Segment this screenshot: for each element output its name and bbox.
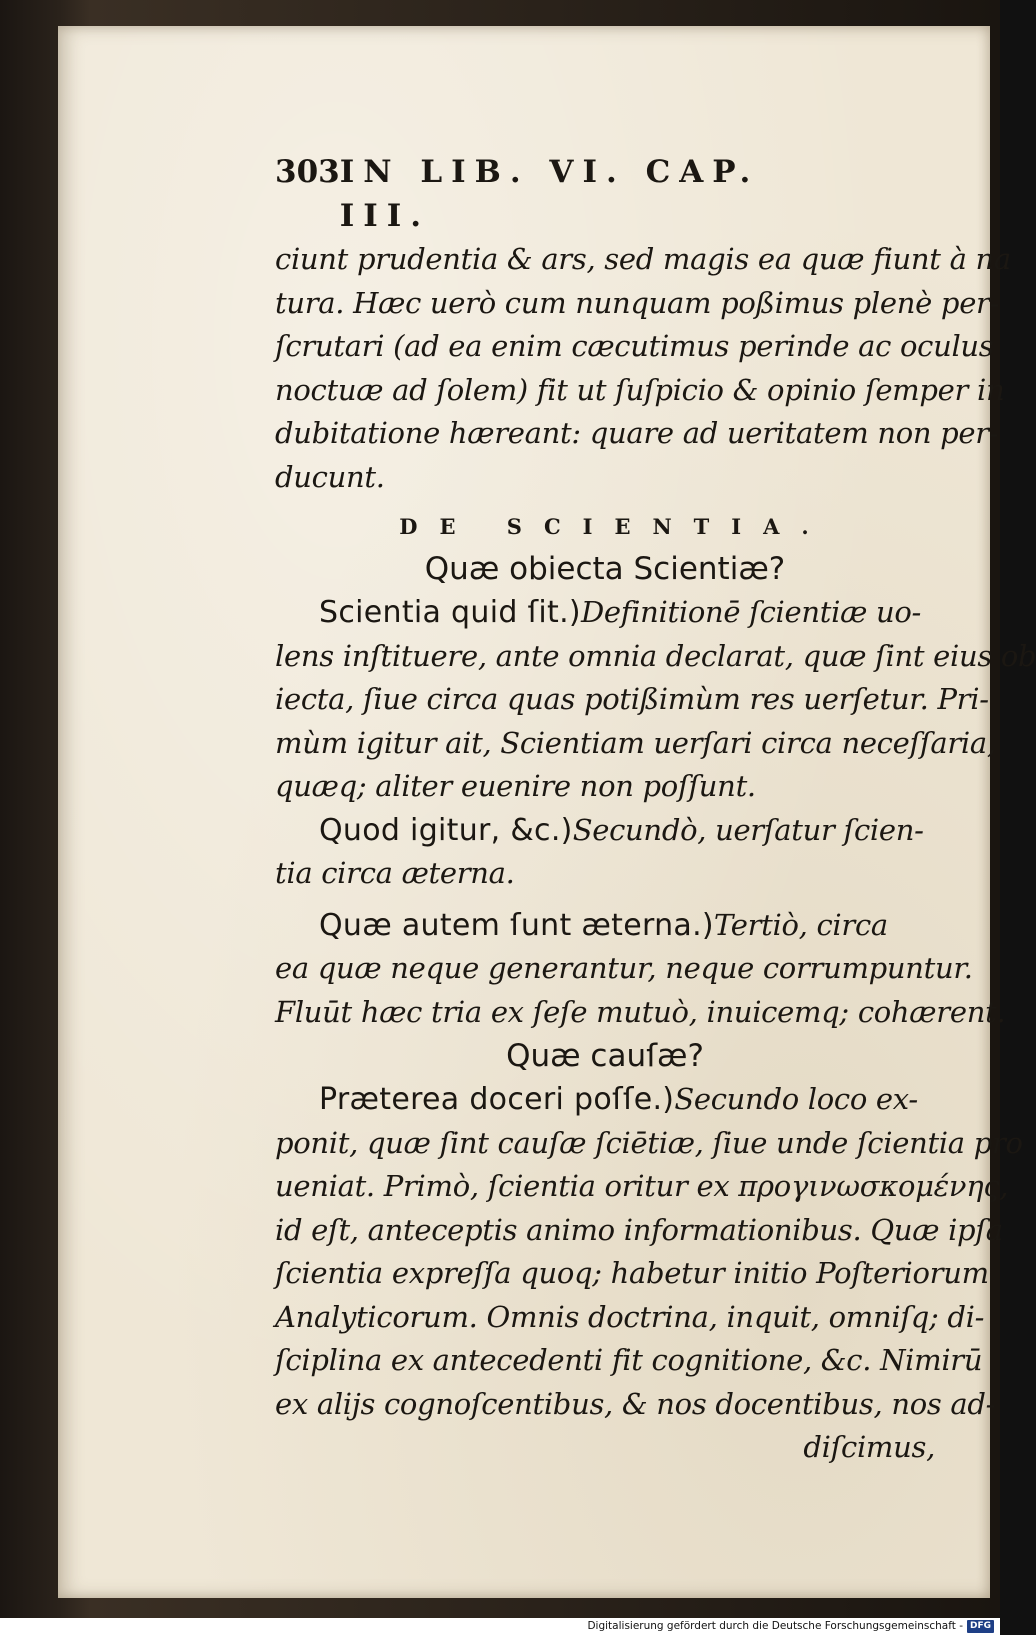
text-line (275, 904, 935, 948)
text-line: ea quæ neque generantur, neque corrumpuntur. (275, 951, 973, 985)
credit-text: Digitalisierung gefördert durch die Deutsche Forschungsgemeinschaft - (587, 1620, 963, 1632)
section-heading: DE SCIENTIA. (399, 514, 831, 539)
text-fragment: Secundò, uerſatur ſcien- (572, 812, 924, 847)
text-line: ciunt prudentia & ars, sed magis ea quæ fiunt à na (275, 242, 1011, 276)
text-fragment: Definitionē ſcientiæ uo- (580, 595, 921, 629)
text-line: lens inſtituere, ante omnia declarat, quæ ſint eius ob (275, 638, 1036, 673)
dfg-logo: DFG (967, 1620, 994, 1633)
text-line: ponit, quæ ſint cauſæ ſciētiæ, ſiue unde ſcientia pro (275, 1125, 1023, 1160)
text-line: ex alijs cognoſcentibus, & nos docentibus, nos ad- (275, 1386, 996, 1421)
lemma: Præterea doceri poſſe.) (319, 1082, 675, 1117)
text-line: id eſt, anteceptis animo informationibus. Quæ ipſa (275, 1212, 1003, 1247)
lemma: Quod igitur, &c.) (319, 812, 573, 848)
text-line: Analyticorum. Omnis doctrina, inquit, omniſq; di- (275, 1299, 985, 1334)
lemma: Scientia quid ſit.) (319, 595, 581, 630)
text-line: ſciplina ex antecedenti fit cognitione, &c. Nimirū (275, 1343, 983, 1377)
text-line (275, 1078, 935, 1122)
paragraph-3 (275, 809, 935, 896)
running-title: IN LIB. VI. CAP. III. (339, 154, 760, 234)
text-line: quæq; aliter euenire non poſſunt. (275, 769, 756, 803)
text-line: tura. Hæc uerò cum nunquam poßimus plenè per- (275, 285, 1000, 320)
page-number: 303 (275, 154, 340, 190)
lemma: Quæ autem ſunt æterna.) (319, 907, 714, 943)
text-line: ueniat. Primò, ſcientia oritur ex προγινωσκομένης, (275, 1169, 1009, 1203)
text-fragment: Secundo loco ex- (674, 1082, 918, 1116)
page-text (275, 150, 1036, 1470)
text-line (275, 591, 935, 635)
text-line: dubitatione hæreant: quare ad ueritatem non per- (275, 416, 999, 450)
text-line: noctuæ ad ſolem) fit ut ſuſpicio & opinio ſemper in (275, 372, 1005, 407)
paragraph-4 (275, 904, 1006, 1035)
text-line: ducunt. (275, 459, 385, 494)
text-line: iecta, ſiue circa quas potißimùm res uerſetur. Pri- (275, 682, 989, 716)
text-line (275, 809, 935, 853)
question-heading-2: Quæ cauſæ? (506, 1038, 704, 1074)
question-heading-1: Quæ obiecta Scientiæ? (424, 551, 786, 587)
text-line: Fluūt hæc tria ex ſeſe mutuò, inuicemq; cohærent. (275, 994, 1006, 1029)
text-line: ſcrutari (ad ea enim cæcutimus perinde ac oculus (275, 329, 994, 363)
text-fragment: Tertiò, circa (713, 907, 888, 942)
paragraph-2 (275, 591, 1036, 809)
paragraph-5 (275, 1078, 1023, 1470)
paragraph-1 (275, 238, 1011, 499)
digitization-credit-bar (0, 1618, 1000, 1635)
text-line: ſcientia expreſſa quoq; habetur initio Poſteriorum (275, 1256, 989, 1290)
text-line: mùm igitur ait, Scientiam uerſari circa neceſſaria, (275, 725, 996, 760)
running-header (275, 150, 860, 238)
catchword: diſcimus, (803, 1430, 935, 1464)
text-line: tia circa æterna. (275, 856, 515, 890)
